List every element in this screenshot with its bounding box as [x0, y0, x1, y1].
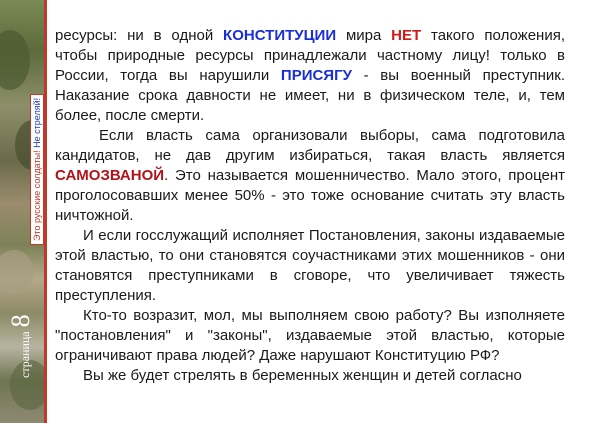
- slogan-part2: Не стреляй!: [32, 97, 42, 148]
- sidebar-divider: [44, 0, 47, 423]
- text-segment: мира: [336, 27, 392, 44]
- text-segment: Если власть сама организовали выборы, сама подготовила кандидатов, не дав другим избираться, такая власть является: [55, 127, 565, 164]
- page-number-label: [8, 314, 34, 378]
- paragraph: [55, 306, 565, 366]
- page-number: 8: [6, 314, 35, 328]
- text-segment: . Это называется мошенничество. Мало этого, процент проголосовавших менее 50% - это тоже основание считать эту власть ничтожной.: [55, 167, 565, 224]
- highlighted-term: САМОЗВАНОЙ: [55, 167, 165, 184]
- sidebar-slogan: [30, 94, 44, 245]
- slogan-part1: Это русские солдаты!: [32, 150, 42, 241]
- text-segment: Вы же будет стрелять в беременных женщин и детей согласно: [83, 367, 522, 384]
- highlighted-term: КОНСТИТУЦИИ: [223, 27, 337, 44]
- highlighted-term: ПРИСЯГУ: [280, 67, 352, 84]
- text-segment: - вы военный преступник. Наказание срока давности не имеет, ни в физическом теле, и, тем более, после смерти.: [55, 67, 565, 124]
- text-segment: Кто-то возразит, мол, мы выполняем свою работу? Вы изполняете "постановления" и "законы", издаваемые этой властью, которые ограничивают права людей? Даже нарушают Конституцию РФ?: [55, 307, 565, 364]
- camouflage-sidebar: [0, 0, 44, 423]
- paragraph: [55, 226, 565, 306]
- text-segment: И если госслужащий исполняет Постановления, законы издаваемые этой властью, то они становятся соучастниками этих мошенников - они становятся преступниками в сговоре, что увеличивает тяжесть преступления.: [55, 227, 565, 304]
- text-segment: ресурсы: ни в одной: [55, 27, 224, 44]
- camo-patch: [0, 250, 34, 294]
- text-segment: такого положения, чтобы природные ресурсы принадлежали частному лицу! только в России, тогда вы нарушили: [55, 27, 565, 84]
- highlighted-term: НЕТ: [391, 27, 422, 44]
- page-label-text: страница: [18, 331, 32, 378]
- paragraph: [55, 126, 565, 226]
- paragraph: [55, 26, 565, 126]
- document-body: [55, 26, 565, 386]
- camo-patch: [0, 30, 30, 90]
- paragraph: [55, 366, 565, 386]
